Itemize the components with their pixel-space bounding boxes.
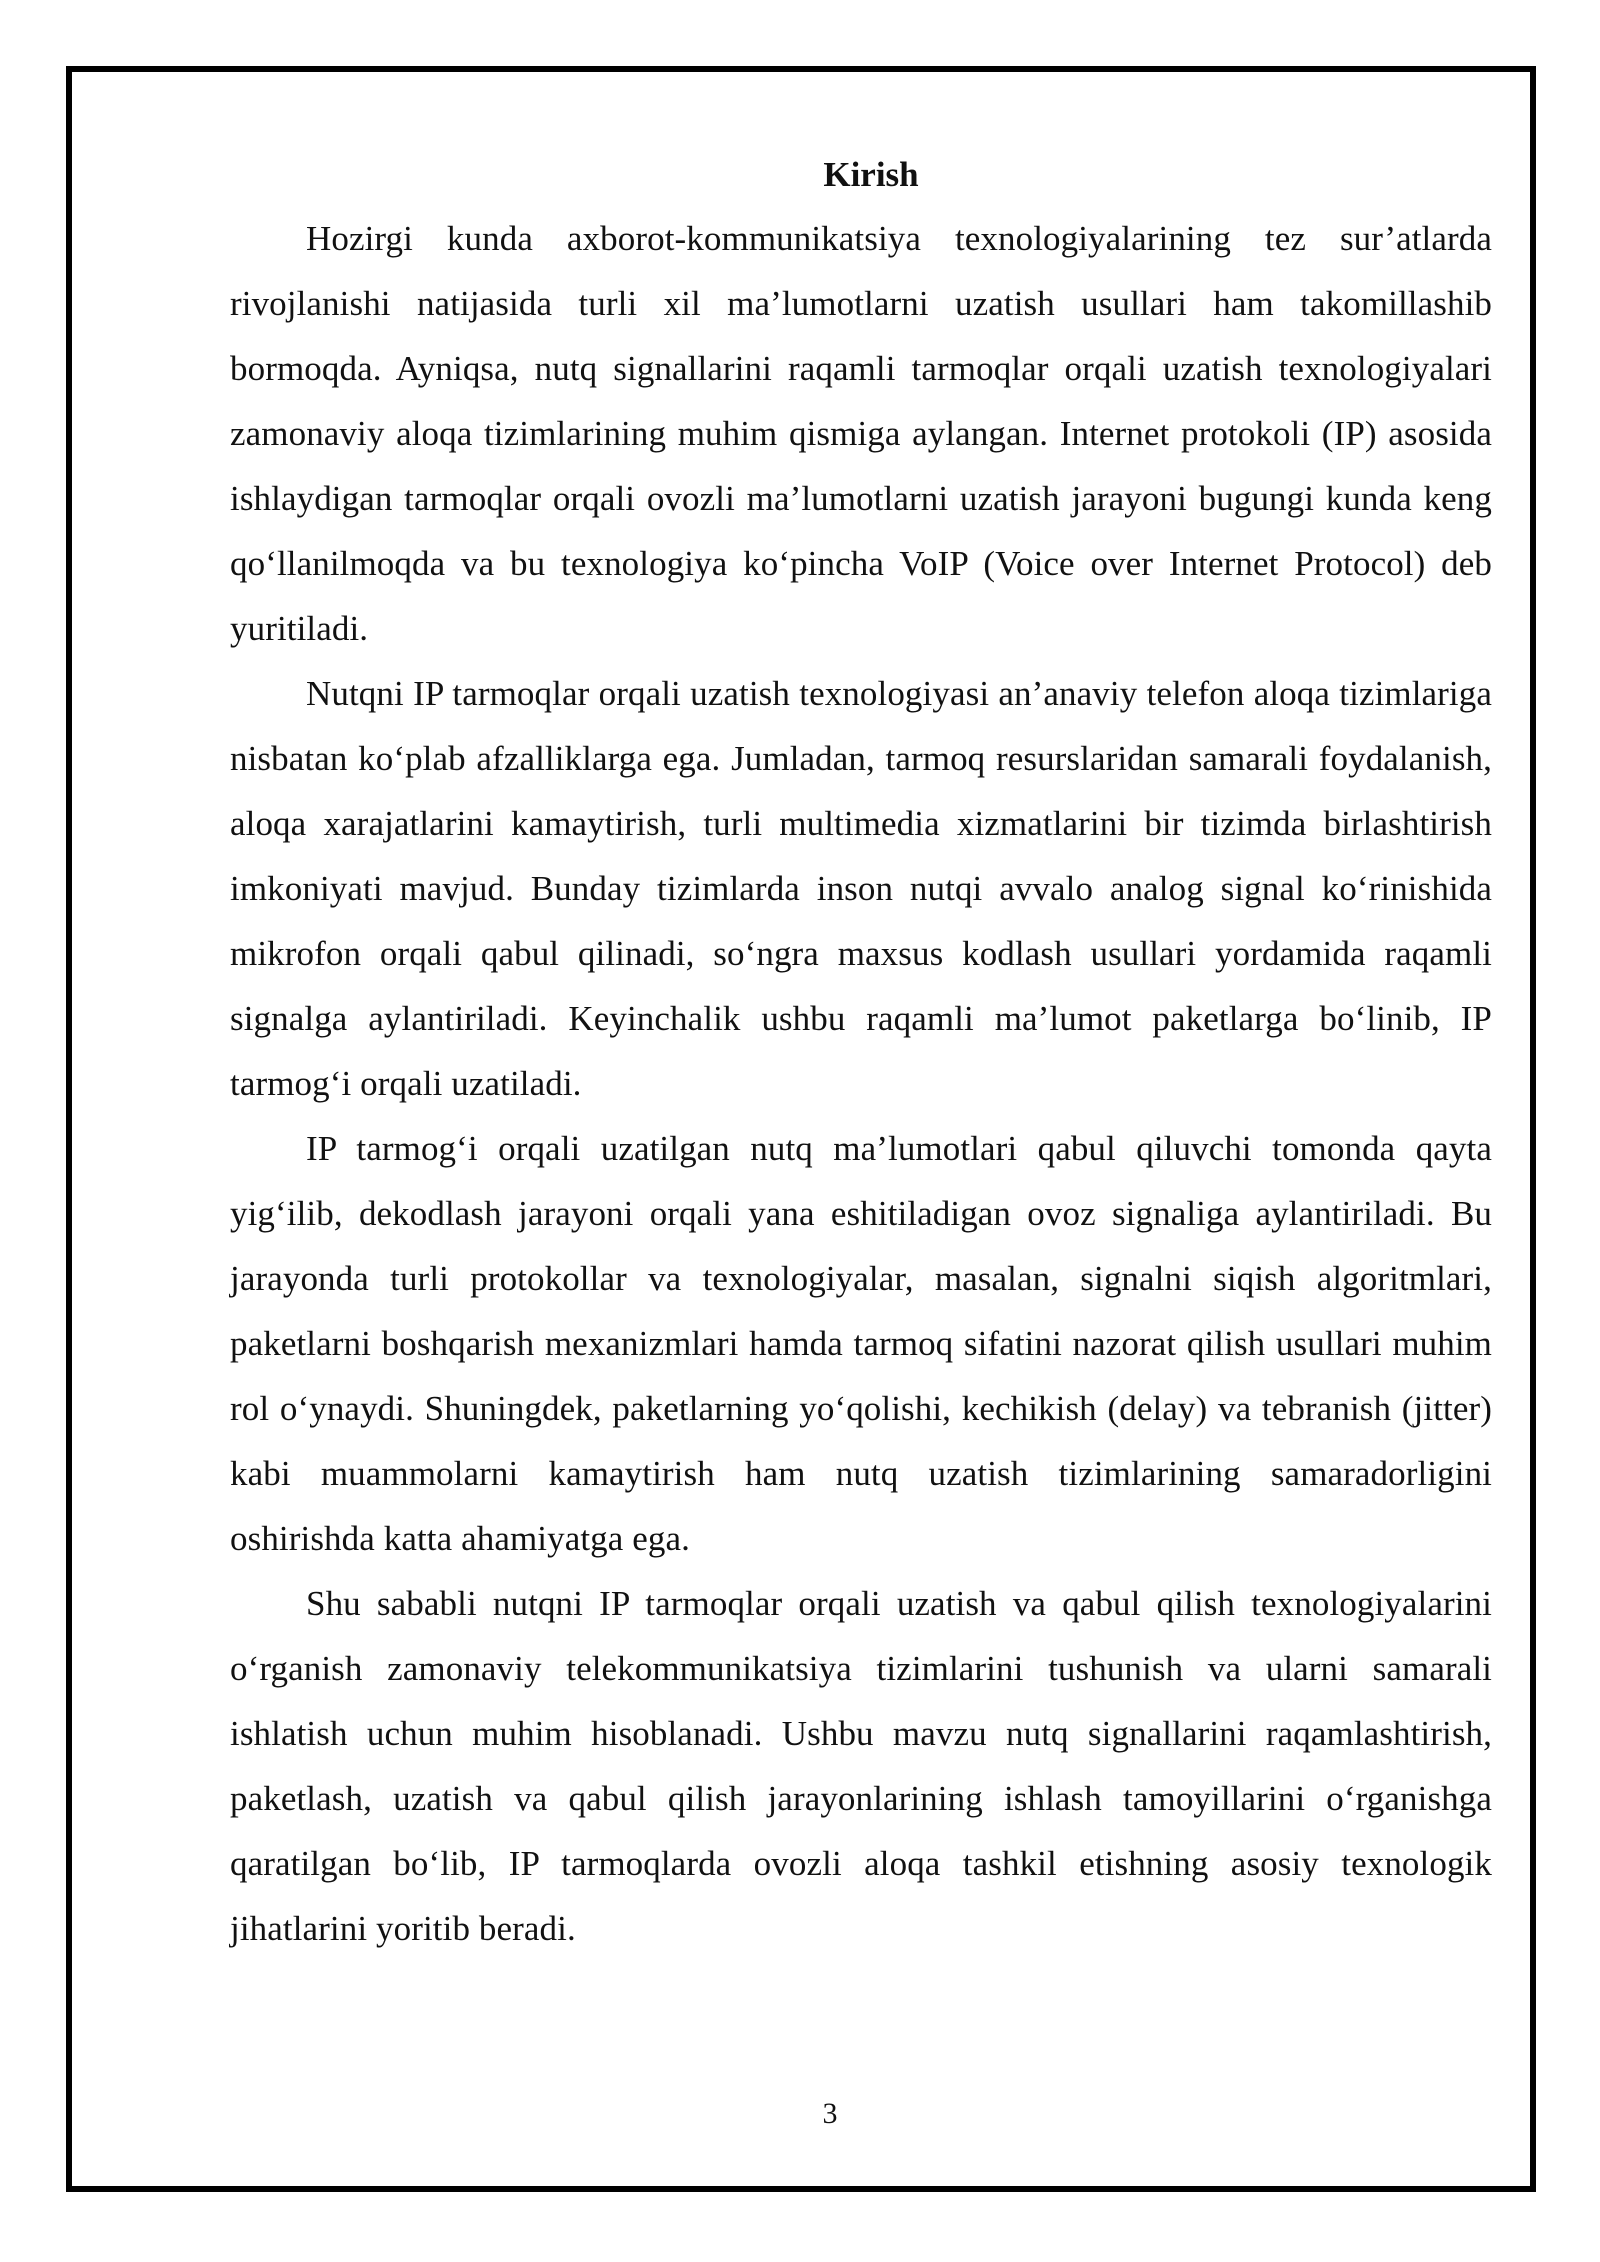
paragraph: Shu sababli nutqni IP tarmoqlar orqali uzatish va qabul qilish texnologiyalarini o‘rganish zamonaviy telekommunikatsiya tizimlarini tushunish va ularni samarali ishlatish uchun muhim hisoblanadi. Ushbu mavzu nutq signallarini raqamlashtirish, paketlash, uzatish va qabul qilish jarayonlarining ishlash tamoyillarini o‘rganishga qaratilgan bo‘lib, IP tarmoqlarda ovozli aloqa tashkil etishning asosiy texnologik jihatlarini yoritib beradi.: [230, 1584, 1492, 1948]
paragraph: Hozirgi kunda axborot-kommunikatsiya texnologiyalarining tez sur’atlarda rivojlanishi natijasida turli xil ma’lumotlarni uzatish usullari ham takomillashib bormoqda. Ayniqsa, nutq signallarini raqamli tarmoqlar orqali uzatish texnologiyalari zamonaviy aloqa tizimlarining muhim qismiga aylangan. Internet protokoli (IP) asosida ishlaydigan tarmoqlar orqali ovozli ma’lumotlarni uzatish jarayoni bugungi kunda keng qo‘llanilmoqda va bu texnologiya ko‘pincha VoIP (Voice over Internet Protocol) deb yuritiladi.: [230, 219, 1492, 648]
paragraph: IP tarmog‘i orqali uzatilgan nutq ma’lumotlari qabul qiluvchi tomonda qayta yig‘ilib, dekodlash jarayoni orqali yana eshitiladigan ovoz signaliga aylantiriladi. Bu jarayonda turli protokollar va texnologiyalar, masalan, signalni siqish algoritmlari, paketlarni boshqarish mexanizmlari hamda tarmoq sifatini nazorat qilish usullari muhim rol o‘ynaydi. Shuningdek, paketlarning yo‘qolishi, kechikish (delay) va tebranish (jitter) kabi muammolarni kamaytirish ham nutq uzatish tizimlarining samaradorligini oshirishda katta ahamiyatga ega.: [230, 1129, 1492, 1558]
paragraph: Nutqni IP tarmoqlar orqali uzatish texnologiyasi an’anaviy telefon aloqa tizimlariga nisbatan ko‘plab afzalliklarga ega. Jumladan, tarmoq resurslaridan samarali foydalanish, aloqa xarajatlarini kamaytirish, turli multimedia xizmatlarini bir tizimda birlashtirish imkoniyati mavjud. Bunday tizimlarda inson nutqi avvalo analog signal ko‘rinishida mikrofon orqali qabul qilinadi, so‘ngra maxsus kodlash usullari yordamida raqamli signalga aylantiriladi. Keyinchalik ushbu raqamli ma’lumot paketlarga bo‘linib, IP tarmog‘i orqali uzatiladi.: [230, 674, 1492, 1103]
document-body: [230, 144, 1492, 1961]
section-title: Kirish: [823, 155, 919, 194]
page-number: 3: [822, 2097, 838, 2130]
